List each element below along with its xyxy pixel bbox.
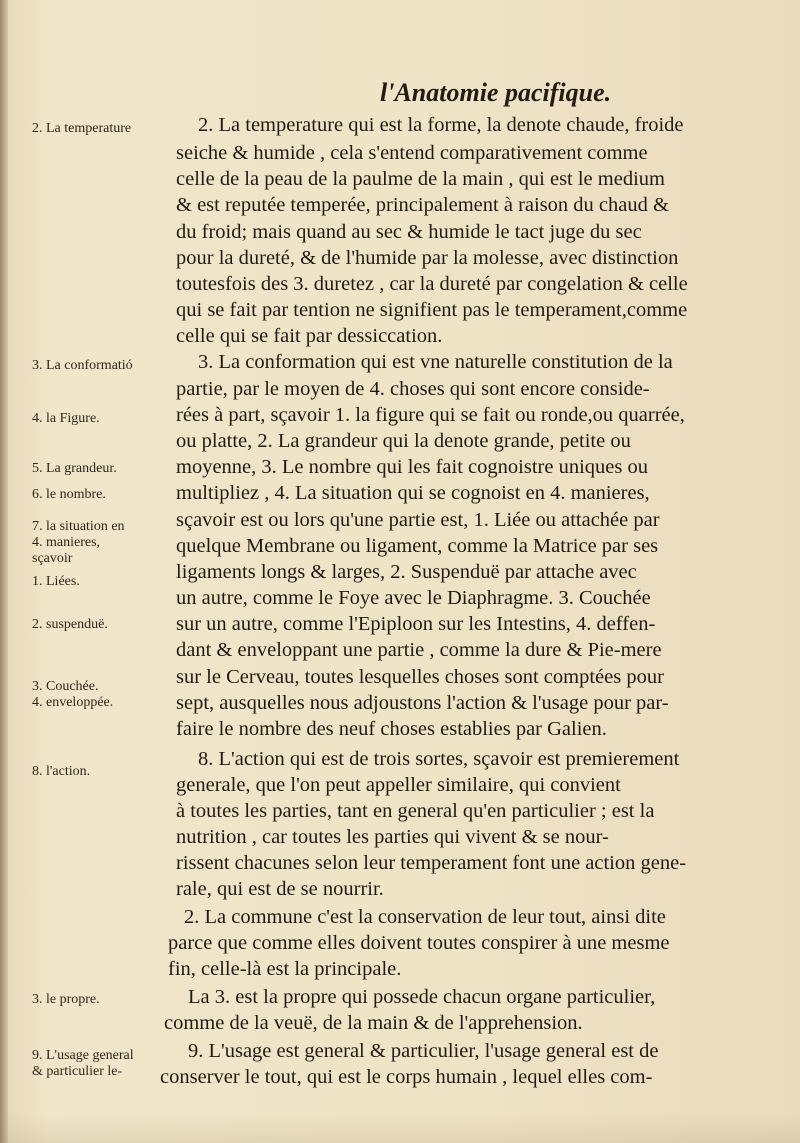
margin-note: 9. L'usage general & particulier le- [32,1048,134,1079]
text-line: sur un autre, comme l'Epiploon sur les Intestins, 4. deffen- [176,613,656,635]
text-line: rale, qui est de se nourrir. [176,878,384,900]
margin-note: 7. la situation en 4. manieres, sçavoir [32,519,125,566]
text-line: & est reputée temperée, principalement à raison du chaud & [176,194,669,216]
text-line: celle qui se fait par dessiccation. [176,325,443,347]
text-line: toutesfois des 3. duretez , car la dureté par congelation & celle [176,273,688,295]
text-line: rées à part, sçavoir 1. la figure qui se fait ou ronde,ou quarrée, [176,404,685,426]
margin-note: 6. le nombre. [32,487,106,502]
page-binding-edge [0,0,8,1143]
text-line: celle de la peau de la paulme de la main , qui est le medium [176,168,665,190]
margin-note: 3. Couchée. 4. enveloppée. [32,679,114,710]
text-line: seiche & humide , cela s'entend comparativement comme [176,142,648,164]
margin-note: 3. le propre. [32,992,100,1007]
page-bottom-shadow [0,1113,800,1143]
text-line: partie, par le moyen de 4. choses qui sont encore conside- [176,378,650,400]
text-line: dant & enveloppant une partie , comme la dure & Pie-mere [176,639,662,661]
text-line: 9. L'usage est general & particulier, l'usage general est de [188,1040,659,1062]
text-line: La 3. est la propre qui possede chacun organe particulier, [188,986,656,1008]
text-line: un autre, comme le Foye avec le Diaphragme. 3. Couchée [176,587,651,609]
text-line: pour la dureté, & de l'humide par la molesse, avec distinction [176,247,679,269]
margin-note: 3. La conformatió [32,358,133,373]
margin-note: 4. la Figure. [32,411,100,426]
text-line: ou platte, 2. La grandeur qui la denote grande, petite ou [176,430,631,452]
text-line: parce que comme elles doivent toutes conspirer à une mesme [168,932,670,954]
margin-note: 8. l'action. [32,764,91,779]
text-line: nutrition , car toutes les parties qui vivent & se nour- [176,826,609,848]
text-line: 3. La conformation qui est vne naturelle constitution de la [198,351,673,373]
text-line: du froid; mais quand au sec & humide le tact juge du sec [176,221,642,243]
text-line: sur le Cerveau, toutes lesquelles choses sont comptées pour [176,666,664,688]
margin-note: 1. Liées. [32,574,80,589]
text-line: rissent chacunes selon leur temperament font une action gene- [176,852,687,874]
text-line: ligaments longs & larges, 2. Suspenduë par attache avec [176,561,637,583]
text-line: quelque Membrane ou ligament, comme la Matrice par ses [176,535,659,557]
text-line: sçavoir est ou lors qu'une partie est, 1. Liée ou attachée par [176,509,660,531]
text-line: qui se fait par tention ne signifient pas le temperament,comme [176,299,688,321]
text-line: 8. L'action qui est de trois sortes, sçavoir est premierement [198,748,680,770]
margin-note: 5. La grandeur. [32,461,117,476]
margin-note: 2. La temperature [32,121,132,136]
text-line: fin, celle-là est la principale. [168,958,402,980]
text-line: moyenne, 3. Le nombre qui les fait cognoistre uniques ou [176,456,648,478]
text-line: multipliez , 4. La situation qui se cognoist en 4. manieres, [176,482,650,504]
text-line: faire le nombre des neuf choses establies par Galien. [176,718,607,740]
text-line: conserver le tout, qui est le corps humain , lequel elles com- [160,1066,653,1088]
text-line: generale, que l'on peut appeller similaire, qui convient [176,774,621,796]
text-line: comme de la veuë, de la main & de l'apprehension. [164,1012,583,1034]
text-line: 2. La temperature qui est la forme, la denote chaude, froide [198,114,684,136]
text-line: 2. La commune c'est la conservation de leur tout, ainsi dite [184,906,666,928]
text-line: sept, ausquelles nous adjoustons l'action & l'usage pour par- [176,692,669,714]
text-line: à toutes les parties, tant en general qu'en particulier ; est la [176,800,655,822]
margin-note: 2. suspenduë. [32,617,108,632]
running-header: l'Anatomie pacifique. [380,78,612,107]
